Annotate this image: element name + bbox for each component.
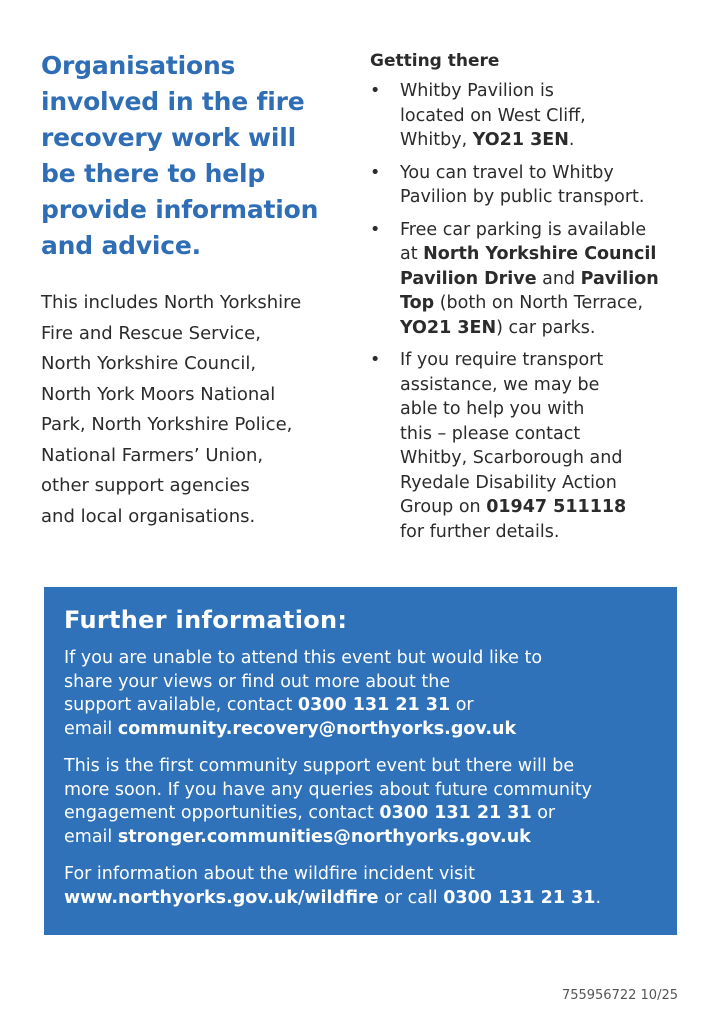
text-line: Whitby, Scarborough and bbox=[400, 448, 623, 468]
bullet-icon: • bbox=[370, 81, 381, 101]
getting-there-list bbox=[370, 79, 680, 544]
text-line: YO21 3EN) car parks. bbox=[400, 317, 596, 338]
text-line: Pavilion Drive and Pavilion bbox=[400, 268, 659, 289]
intro-line: Park, North Yorkshire Police, bbox=[41, 414, 293, 435]
phone-number[interactable]: 0300 131 21 31 bbox=[443, 887, 596, 908]
text-line: support available, contact 0300 131 21 31 or bbox=[64, 695, 474, 715]
info-paragraph bbox=[64, 647, 657, 741]
intro-line: National Farmers’ Union, bbox=[41, 444, 264, 466]
headline-line: be there to help bbox=[41, 159, 266, 188]
text-line: Group on 01947 511118 bbox=[400, 497, 627, 517]
intro-line: other support agencies bbox=[41, 475, 250, 496]
text-line: more soon. If you have any queries about future community bbox=[64, 779, 593, 800]
text-line: This is the first community support event but there will be bbox=[64, 756, 575, 776]
list-item bbox=[370, 79, 680, 153]
headline bbox=[41, 48, 341, 264]
further-information-title: Further information: bbox=[64, 606, 348, 634]
text-line: If you require transport bbox=[400, 350, 604, 370]
intro-line: North York Moors National bbox=[41, 383, 276, 405]
text-line: able to help you with bbox=[400, 399, 585, 419]
text-line: Pavilion by public transport. bbox=[400, 187, 645, 207]
intro-paragraph bbox=[41, 288, 341, 532]
email-link[interactable]: stronger.communities@northyorks.gov.uk bbox=[117, 826, 531, 847]
text-line: For information about the wildfire incident visit bbox=[64, 864, 476, 884]
text-line: located on West Cliff, bbox=[400, 105, 586, 126]
bullet-icon: • bbox=[370, 219, 381, 240]
getting-there-title: Getting there bbox=[370, 51, 500, 71]
text-line: email community.recovery@northyorks.gov.uk bbox=[64, 718, 517, 739]
list-item bbox=[370, 161, 680, 210]
bullet-icon: • bbox=[370, 350, 381, 370]
info-paragraph bbox=[64, 863, 657, 910]
bullet-icon: • bbox=[370, 162, 381, 183]
postcode: YO21 3EN bbox=[472, 130, 569, 150]
headline-line: involved in the fire bbox=[41, 87, 305, 116]
getting-there-section bbox=[370, 49, 680, 552]
text-line: Top (both on North Terrace, bbox=[400, 293, 644, 313]
info-paragraph bbox=[64, 755, 657, 849]
text-line: share your views or find out more about the bbox=[64, 671, 451, 692]
text-line: for further details. bbox=[400, 521, 560, 542]
text-line: Free car parking is available bbox=[400, 219, 647, 240]
headline-line: and advice. bbox=[41, 231, 201, 260]
headline-line: Organisations bbox=[41, 51, 236, 80]
phone-number[interactable]: 01947 511118 bbox=[486, 497, 627, 517]
text-line: engagement opportunities, contact 0300 131 21 31 or bbox=[64, 803, 556, 823]
list-item bbox=[370, 348, 680, 544]
text-line: at North Yorkshire Council bbox=[400, 244, 657, 264]
headline-line: provide information bbox=[41, 195, 319, 224]
document-code: 755956722 10/25 bbox=[561, 988, 678, 1003]
intro-line: and local organisations. bbox=[41, 505, 256, 527]
text-line: email stronger.communities@northyorks.gov.uk bbox=[64, 826, 531, 847]
intro-line: This includes North Yorkshire bbox=[41, 292, 302, 313]
headline-line: recovery work will bbox=[41, 123, 296, 152]
left-column bbox=[41, 48, 341, 532]
intro-line: Fire and Rescue Service, bbox=[41, 322, 261, 344]
text-line: this – please contact bbox=[400, 423, 581, 444]
text-line: You can travel to Whitby bbox=[400, 162, 614, 183]
further-information-box bbox=[44, 587, 677, 935]
list-item bbox=[370, 218, 680, 341]
phone-number[interactable]: 0300 131 21 31 bbox=[379, 803, 532, 823]
phone-number[interactable]: 0300 131 21 31 bbox=[297, 695, 451, 715]
text-line: assistance, we may be bbox=[400, 374, 600, 395]
text-line: www.northyorks.gov.uk/wildfire or call 0300 131 21 31. bbox=[64, 887, 602, 908]
text-line: Whitby, YO21 3EN. bbox=[400, 130, 575, 150]
website-link[interactable]: www.northyorks.gov.uk/wildfire bbox=[64, 887, 379, 908]
email-link[interactable]: community.recovery@northyorks.gov.uk bbox=[117, 718, 517, 739]
text-line: If you are unable to attend this event but would like to bbox=[64, 648, 543, 668]
intro-line: North Yorkshire Council, bbox=[41, 353, 257, 374]
text-line: Ryedale Disability Action bbox=[400, 472, 617, 493]
text-line: Whitby Pavilion is bbox=[400, 81, 554, 101]
